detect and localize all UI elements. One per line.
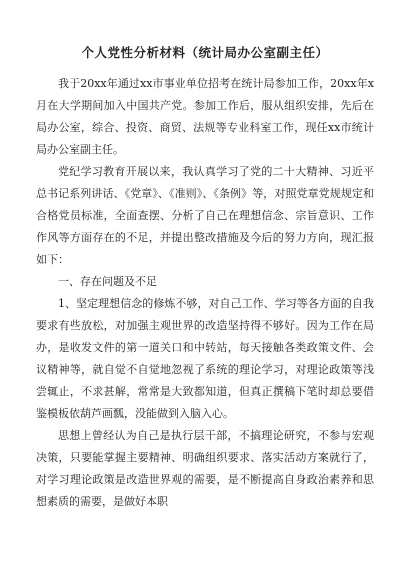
paragraph-intro: 我于20xx年通过xx市事业单位招考在统计局参加工作，20xx年x月在大学期间加入中国共产党。参加工作后，服从组织安排，先后在局办公室，综合、投资、商贸、法规等专业科室工作，现任xx市统计局办公室副主任。 [36, 77, 374, 156]
paragraph-problem-1: 1、坚定理想信念的修炼不够，对自己工作、学习等各方面的自我要求有些放松，对加强主观世界的改造坚持得不够好。因为工作在局办，是收发文件的第一道关口和中转站，每天接触各类政策文件、会议精神等，就自觉不自觉地忽视了系统的理论学习，对理论政策等浅尝辄止，不求甚解，常常是大致都知道，但真正撰稿下笔时却总要借鉴模板依葫芦画瓢，没能做到入脑入心。 [36, 297, 374, 420]
paragraph-thinking: 思想上曾经认为自己是执行层干部，不搞理论研究，不参与宏观决策，只要能掌握主要精神、明确组织要求、落实活动方案就行了，对学习理论政策是改造世界观的需要，是不断提高自身政治素养和思想素质的需要，是做好本职 [36, 429, 374, 508]
section-heading-problems: 一、存在问题及不足 [58, 275, 157, 288]
paragraph-study: 党纪学习教育开展以来，我认真学习了党的二十大精神、习近平总书记系列讲话、《党章》、《准则》、《条例》等，对照党章党规规定和合格党员标准，全面查摆、分析了自己在理想信念、宗旨意识、工作作风等方面存在的不足，并提出整改措施及今后的努力方向，现汇报如下： [36, 165, 374, 266]
document-title: 个人党性分析材料（统计局办公室副主任） [81, 45, 329, 60]
